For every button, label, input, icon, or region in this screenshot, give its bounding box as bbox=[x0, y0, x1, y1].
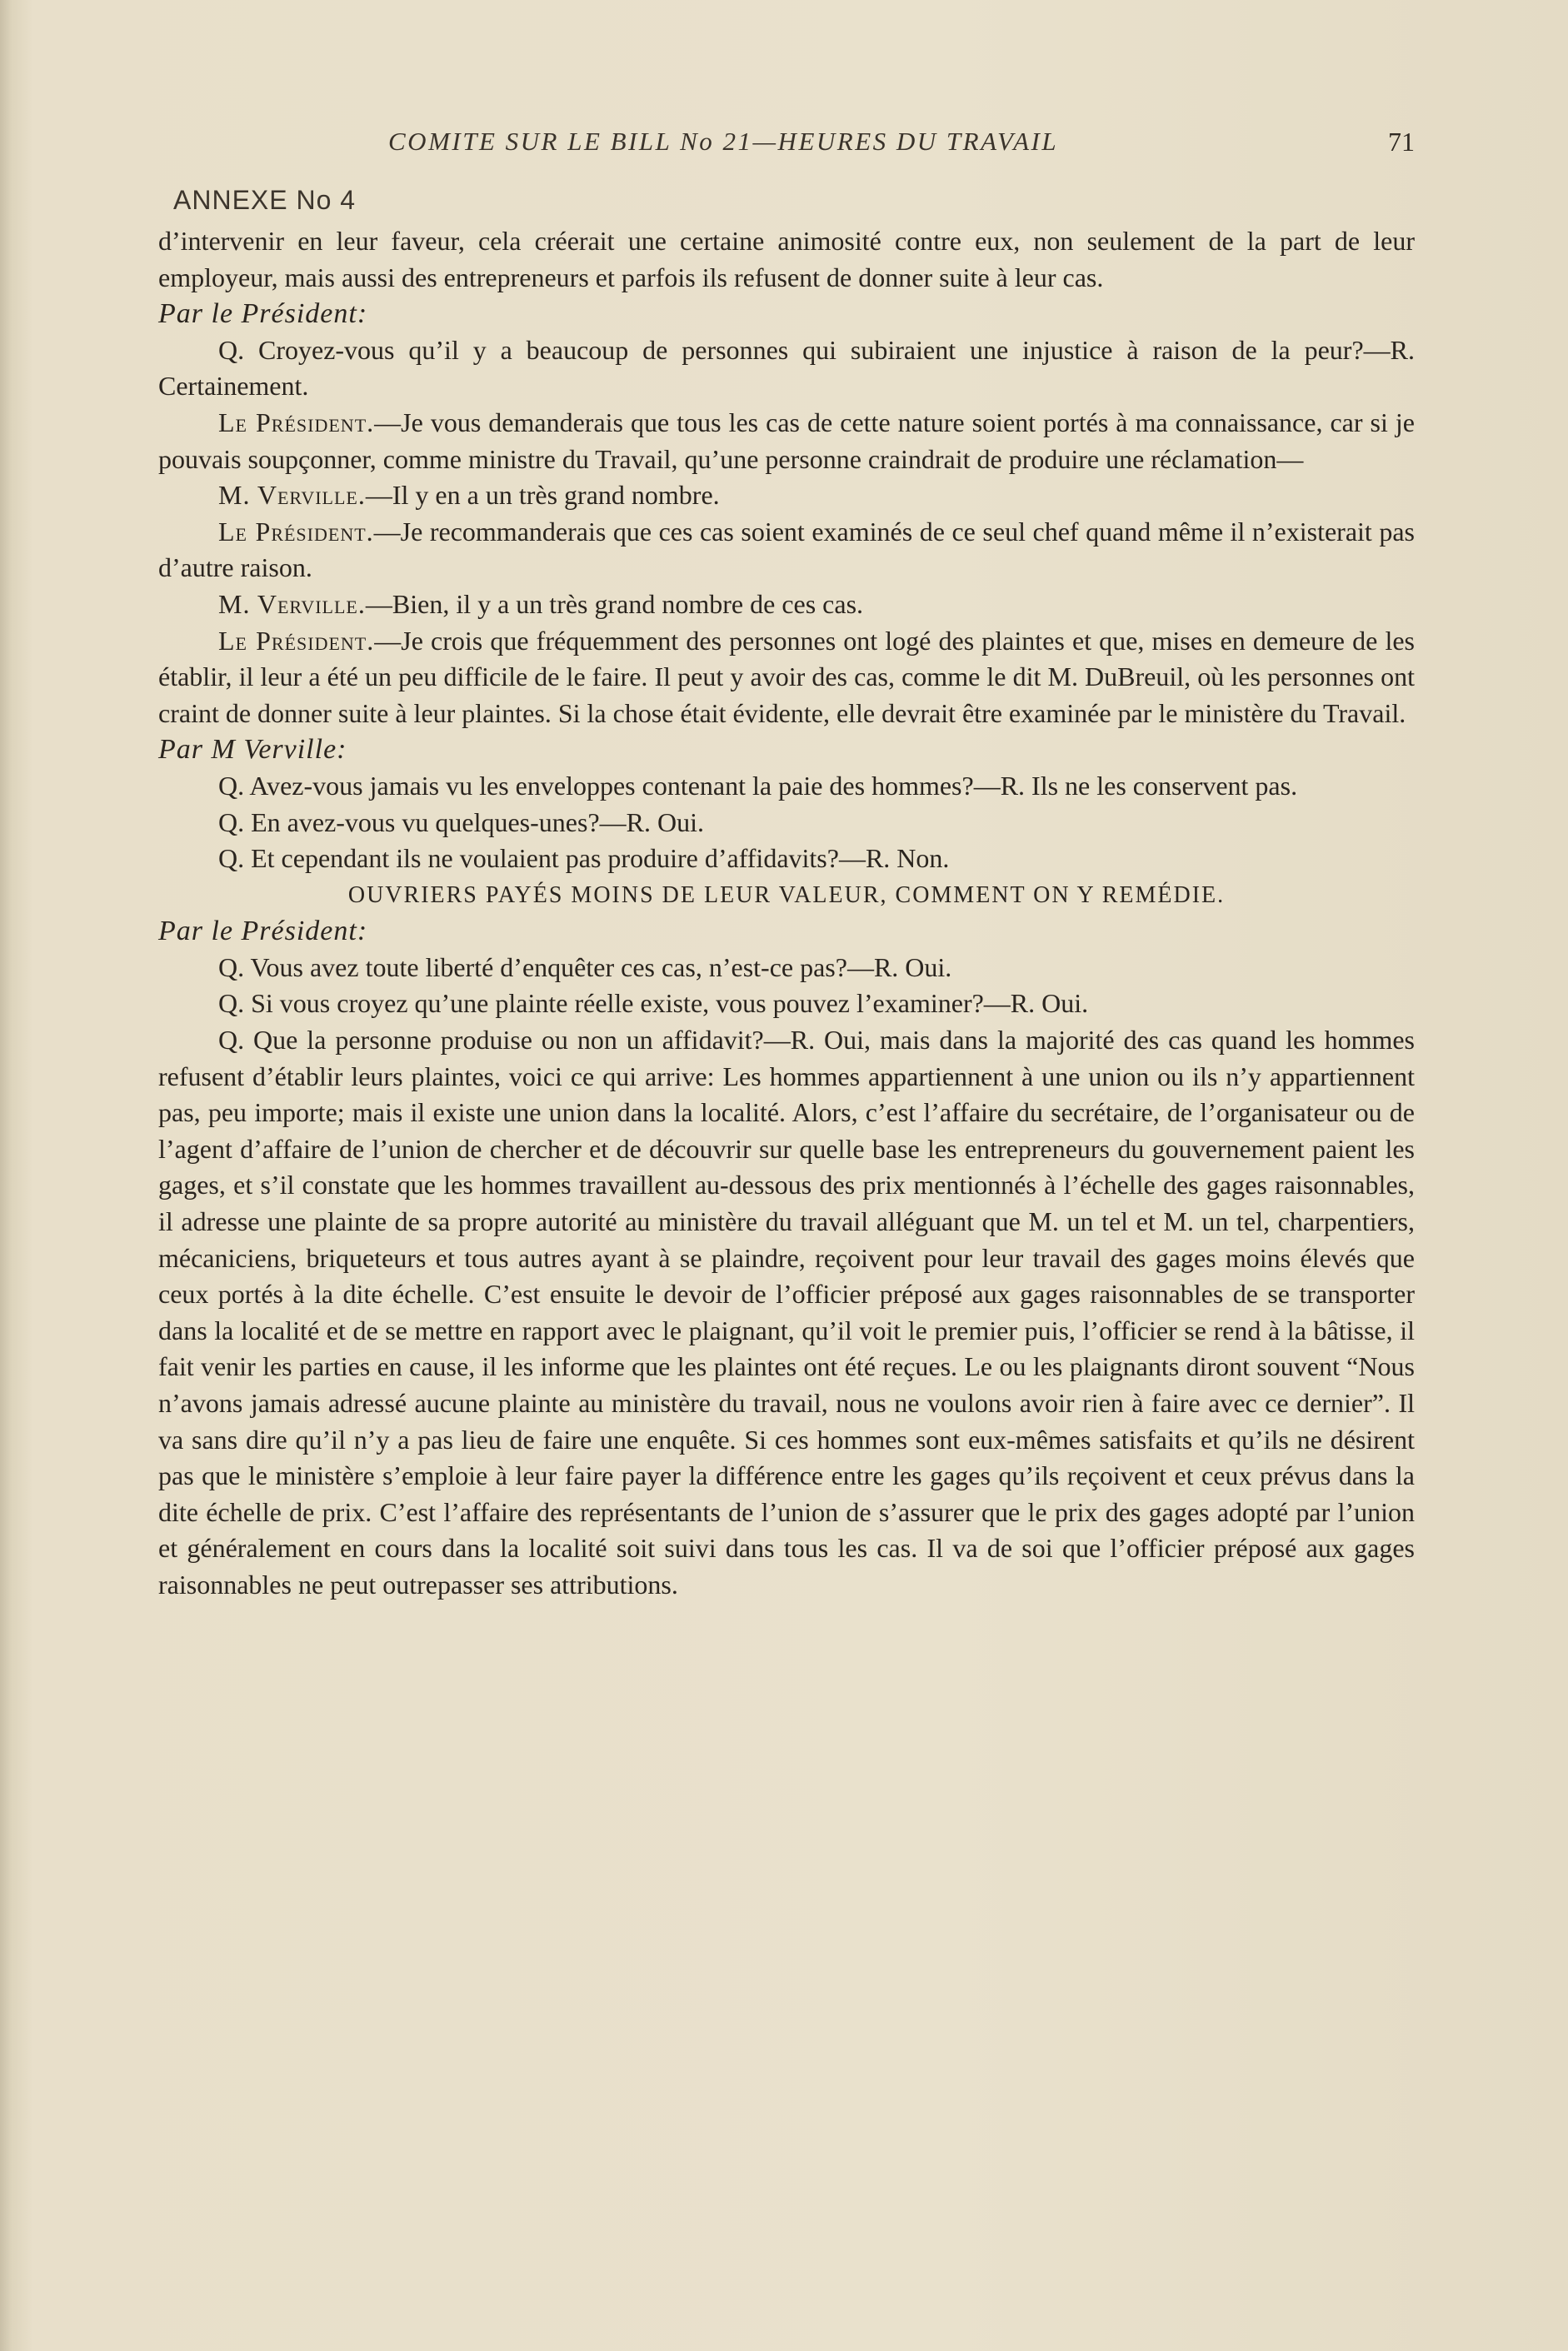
question-paragraph: Q. En avez-vous vu quelques-unes?—R. Oui. bbox=[218, 806, 704, 837]
speaker-name: Le Président. bbox=[218, 516, 374, 547]
speech-president bbox=[158, 514, 1415, 587]
speaker-name: Le Président. bbox=[218, 625, 375, 656]
speaker-name: M. Verville. bbox=[218, 588, 366, 619]
question-paragraph: Q. Que la personne produise ou non un affidavit?—R. Oui, mais dans la majorité des cas quand les hommes refusent d’établir leurs plaintes, voici ce qui arrive: Les hommes appartiennent à une union ou ils n’y appartiennent pas, peu importe; mais il existe une union dans la localité. Alors, c’est l’affaire du secrétaire, de l’organisateur ou de l’agent d’affaire de l’union de chercher et de découvrir sur quelle base les entrepreneurs du gouvernement paient les gages, et s’il constate que les hommes travaillent au-dessous des prix mentionnés à l’échelle des gages raisonnables, il adresse une plainte de sa propre autorité au ministère du travail alléguant que M. un tel et M. un tel, charpentiers, mécaniciens, briqueteurs et tous autres ayant à se plaindre, reçoivent pour leur travail des gages moins élevés que ceux portés à la dite échelle. C’est ensuite le devoir de l’officier préposé aux gages raisonnables de se transporter dans la localité et de se mettre en rapport avec le plaignant, qu’il voit le premier puis, l’officier se rend à la bâtisse, il fait venir les parties en cause, il les informe que les plaintes ont été reçues. Le ou les plaignants diront souvent “Nous n’avons jamais adressé aucune plainte au ministère du travail, nous ne voulons avoir rien à faire avec ce dernier”. Il va sans dire qu’il n’y a pas lieu de faire une enquête. Si ces hommes sont eux-mêmes satisfaits et qu’ils ne désirent pas que le ministère s’emploie à leur faire payer la différence entre les gages qu’ils reçoivent et ceux prévus dans la dite échelle de prix. C’est l’affaire des représentants de l’union de s’assurer que le prix des gages adopté par l’union et généralement en cours dans la localité soit suivi dans tous les cas. Il va de soi que l’officier préposé aux gages raisonnables ne peut outrepasser ses attributions. bbox=[158, 1025, 1415, 1600]
speech-president bbox=[158, 405, 1415, 477]
subheading-verville: Par M Verville: bbox=[158, 734, 347, 766]
speech-text: —Il y en a un très grand nombre. bbox=[365, 480, 720, 511]
speech-text: —Bien, il y a un très grand nombre de ces cas. bbox=[365, 588, 864, 619]
question-paragraph: Q. Avez-vous jamais vu les enveloppes contenant la paie des hommes?—R. Ils ne les conservent pas. bbox=[218, 770, 1298, 801]
speech-verville bbox=[158, 587, 1415, 623]
section-title: OUVRIERS PAYÉS MOINS DE LEUR VALEUR, COMMENT ON Y REMÉDIE. bbox=[347, 881, 1226, 908]
page-number: 71 bbox=[1388, 127, 1415, 157]
subheading-president-1: Par le Président: bbox=[158, 298, 368, 330]
page-body bbox=[158, 223, 1415, 1604]
speech-text: —Je crois que fréquemment des personnes ont logé des plaintes et que, mises en demeure de les établir, il leur a été un peu difficile de le faire. Il peut y avoir des cas, comme le dit M. DuBreuil, où les personnes ont craint de donner suite à leur plaintes. Si la chose était évidente, elle devrait être examinée par le ministère du Travail. bbox=[158, 625, 1415, 728]
speech-president bbox=[158, 623, 1415, 732]
speaker-name: M. Verville. bbox=[218, 480, 366, 511]
speech-text: —Je recommanderais que ces cas soient examinés de ce seul chef quand même il n’existerait pas d’autre raison. bbox=[158, 516, 1416, 583]
question-paragraph: Q. Si vous croyez qu’une plainte réelle existe, vous pouvez l’examiner?—R. Oui. bbox=[218, 988, 1089, 1019]
subheading-president-2: Par le Président: bbox=[158, 916, 368, 947]
speech-verville bbox=[158, 477, 1415, 514]
speech-text: —Je vous demanderais que tous les cas de cette nature soient portés à ma connaissance, car si je pouvais soupçonner, comme ministre du Travail, qu’une personne craindrait de produire une réclamation— bbox=[158, 407, 1416, 474]
running-title: COMITE SUR LE BILL No 21—HEURES DU TRAVAIL bbox=[388, 127, 1059, 156]
question-paragraph: Q. Vous avez toute liberté d’enquêter ces cas, n’est-ce pas?—R. Oui. bbox=[218, 951, 952, 982]
speaker-name: Le Président. bbox=[218, 407, 375, 437]
annex-label: ANNEXE No 4 bbox=[173, 185, 357, 215]
paragraph-continued: d’intervenir en leur faveur, cela créerait une certaine animosité contre eux, non seulement de la part de leur employeur, mais aussi des entrepreneurs et parfois ils refusent de donner suite à leur cas. bbox=[158, 226, 1415, 292]
question-paragraph: Q. Croyez-vous qu’il y a beaucoup de personnes qui subiraient une injustice à raison de la peur?—R. Certainement. bbox=[158, 334, 1415, 402]
question-paragraph: Q. Et cependant ils ne voulaient pas produire d’affidavits?—R. Non. bbox=[218, 843, 950, 874]
